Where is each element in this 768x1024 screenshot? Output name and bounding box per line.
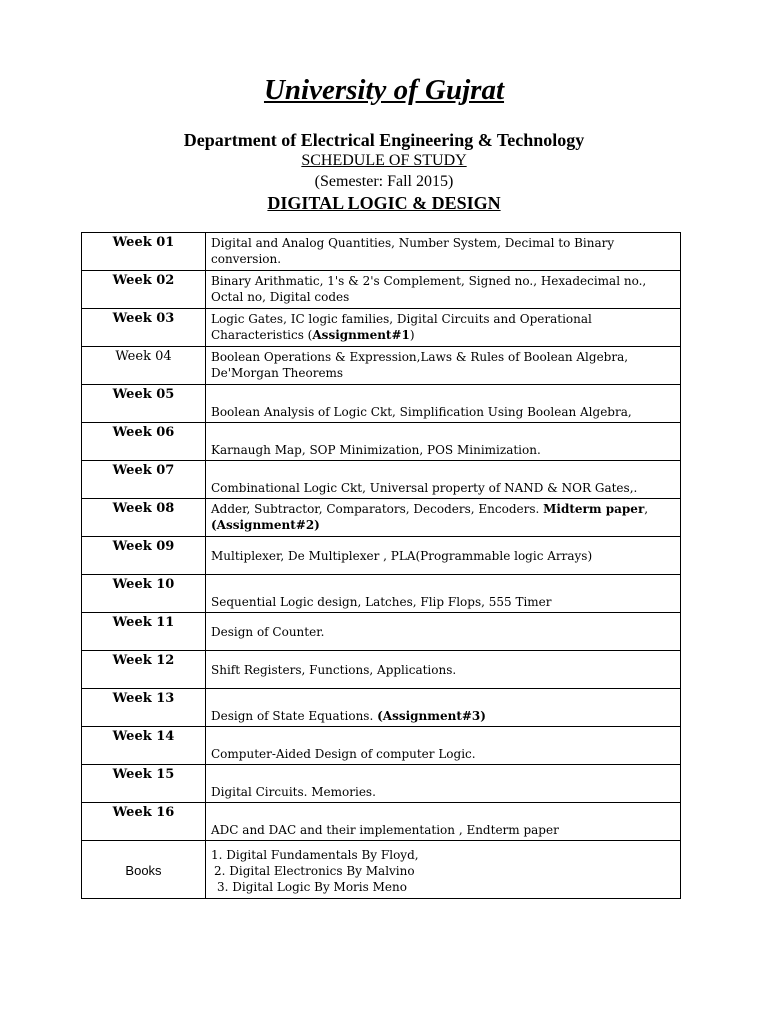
table-row bbox=[82, 385, 681, 423]
week-label: Week 15 bbox=[82, 765, 206, 803]
week-topic bbox=[206, 499, 681, 537]
midterm-label: Midterm paper bbox=[543, 502, 645, 516]
table-row bbox=[82, 613, 681, 651]
topic-text: Design of State Equations. bbox=[211, 709, 378, 723]
week-topic: Karnaugh Map, SOP Minimization, POS Minimization. bbox=[206, 423, 681, 461]
week-topic bbox=[206, 689, 681, 727]
table-row bbox=[82, 727, 681, 765]
table-row bbox=[82, 537, 681, 575]
topic-text-after: , bbox=[644, 502, 649, 516]
week-label: Week 16 bbox=[82, 803, 206, 841]
table-row bbox=[82, 689, 681, 727]
week-topic: Shift Registers, Functions, Applications. bbox=[206, 651, 681, 689]
university-title: University of Gujrat bbox=[263, 74, 505, 106]
week-label: Week 11 bbox=[82, 613, 206, 651]
week-topic: Boolean Analysis of Logic Ckt, Simplification Using Boolean Algebra, bbox=[206, 385, 681, 423]
week-label: Week 05 bbox=[82, 385, 206, 423]
book-item: 2. Digital Electronics By Malvino bbox=[214, 864, 415, 878]
week-topic bbox=[206, 309, 681, 347]
semester-label: (Semester: Fall 2015) bbox=[314, 173, 454, 190]
table-row bbox=[82, 765, 681, 803]
week-topic: Digital and Analog Quantities, Number System, Decimal to Binary conversion. bbox=[206, 233, 681, 271]
book-item: 1. Digital Fundamentals By Floyd, bbox=[211, 848, 419, 862]
topic-text: Adder, Subtractor, Comparators, Decoders, Encoders. bbox=[211, 502, 544, 516]
week-label: Week 03 bbox=[82, 309, 206, 347]
week-topic: Binary Arithmatic, 1's & 2's Complement, Signed no., Hexadecimal no., Octal no, Digital codes bbox=[206, 271, 681, 309]
table-row bbox=[82, 347, 681, 385]
books-label: Books bbox=[82, 841, 206, 899]
week-label: Week 10 bbox=[82, 575, 206, 613]
assignment-label: (Assignment#2) bbox=[211, 518, 320, 532]
topic-text-after: ) bbox=[409, 328, 415, 342]
department-title: Department of Electrical Engineering & Technology bbox=[183, 130, 585, 150]
table-row bbox=[82, 575, 681, 613]
week-topic: Digital Circuits. Memories. bbox=[206, 765, 681, 803]
week-label: Week 09 bbox=[82, 537, 206, 575]
week-label: Week 04 bbox=[82, 347, 206, 385]
table-row-books bbox=[82, 841, 681, 899]
week-topic: Design of Counter. bbox=[206, 613, 681, 651]
week-topic: Boolean Operations & Expression,Laws & Rules of Boolean Algebra, De'Morgan Theorems bbox=[206, 347, 681, 385]
week-topic: Computer-Aided Design of computer Logic. bbox=[206, 727, 681, 765]
schedule-heading: SCHEDULE OF STUDY bbox=[301, 152, 467, 169]
week-label: Week 01 bbox=[82, 233, 206, 271]
table-row bbox=[82, 461, 681, 499]
schedule-table bbox=[81, 232, 681, 899]
week-label: Week 12 bbox=[82, 651, 206, 689]
assignment-label: (Assignment#3) bbox=[377, 709, 486, 723]
week-label: Week 02 bbox=[82, 271, 206, 309]
table-row bbox=[82, 499, 681, 537]
table-row bbox=[82, 233, 681, 271]
course-title: DIGITAL LOGIC & DESIGN bbox=[267, 193, 501, 213]
table-row bbox=[82, 651, 681, 689]
week-label: Week 07 bbox=[82, 461, 206, 499]
table-row bbox=[82, 803, 681, 841]
week-topic: ADC and DAC and their implementation , Endterm paper bbox=[206, 803, 681, 841]
table-row bbox=[82, 271, 681, 309]
week-label: Week 08 bbox=[82, 499, 206, 537]
assignment-label: Assignment#1 bbox=[312, 328, 410, 342]
week-label: Week 06 bbox=[82, 423, 206, 461]
table-row bbox=[82, 309, 681, 347]
week-topic: Sequential Logic design, Latches, Flip Flops, 555 Timer bbox=[206, 575, 681, 613]
week-label: Week 14 bbox=[82, 727, 206, 765]
book-item: 3. Digital Logic By Moris Meno bbox=[217, 880, 407, 894]
topic-text: Logic Gates, IC logic families, Digital Circuits and Operational Characteristics ( bbox=[211, 312, 592, 342]
week-topic: Multiplexer, De Multiplexer , PLA(Programmable logic Arrays) bbox=[206, 537, 681, 575]
books-list bbox=[206, 841, 681, 899]
table-row bbox=[82, 423, 681, 461]
week-label: Week 13 bbox=[82, 689, 206, 727]
week-topic: Combinational Logic Ckt, Universal property of NAND & NOR Gates,. bbox=[206, 461, 681, 499]
